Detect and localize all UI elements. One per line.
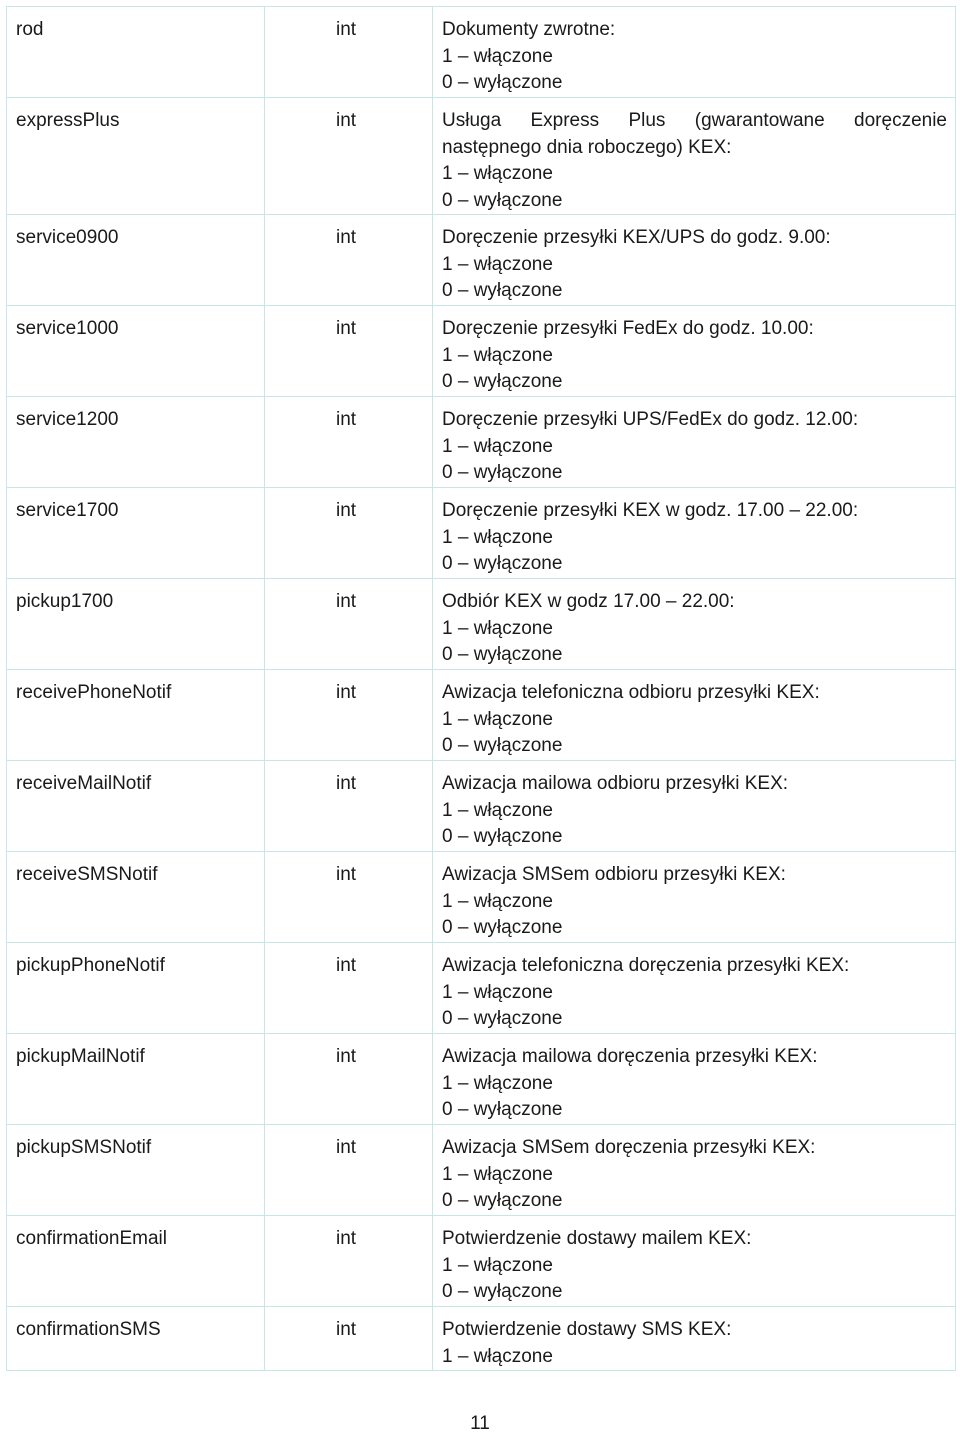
field-type-cell: int	[265, 397, 433, 488]
description-text: Awizacja SMSem odbioru przesyłki KEX:	[442, 864, 786, 885]
option-enabled: 1 – włączone	[442, 1254, 553, 1276]
option-disabled: 0 – wyłączone	[442, 462, 563, 483]
parameter-table	[6, 6, 956, 1371]
option-disabled: 0 – wyłączone	[442, 644, 563, 665]
field-type-cell: int	[265, 943, 433, 1034]
field-name-cell: receivePhoneNotif	[7, 670, 265, 761]
table-row	[7, 7, 956, 98]
field-description-cell	[433, 98, 956, 215]
field-type-cell: int	[265, 306, 433, 397]
table-row	[7, 579, 956, 670]
field-name-cell: service0900	[7, 215, 265, 306]
option-enabled: 1 – włączone	[442, 163, 553, 184]
field-description-cell	[433, 488, 956, 579]
field-description-cell	[433, 397, 956, 488]
option-enabled: 1 – włączone	[442, 1163, 553, 1185]
description-text: Doręczenie przesyłki KEX/UPS do godz. 9.00:	[442, 227, 831, 248]
option-enabled: 1 – włączone	[442, 617, 553, 639]
option-disabled: 0 – wyłączone	[442, 735, 563, 756]
description-text: Doręczenie przesyłki FedEx do godz. 10.00:	[442, 318, 814, 339]
table-row	[7, 306, 956, 397]
description-text: Potwierdzenie dostawy mailem KEX:	[442, 1228, 752, 1249]
option-disabled: 0 – wyłączone	[442, 553, 563, 574]
option-enabled: 1 – włączone	[442, 435, 553, 457]
field-type-cell: int	[265, 1034, 433, 1125]
description-text: Potwierdzenie dostawy SMS KEX:	[442, 1319, 732, 1340]
field-type-cell: int	[265, 1216, 433, 1307]
field-name-cell: expressPlus	[7, 98, 265, 215]
field-name-cell: service1700	[7, 488, 265, 579]
table-row	[7, 215, 956, 306]
field-name-cell: receiveMailNotif	[7, 761, 265, 852]
parameter-table-body	[7, 7, 956, 1371]
table-row	[7, 1034, 956, 1125]
option-disabled: 0 – wyłączone	[442, 72, 563, 93]
field-type-cell: int	[265, 761, 433, 852]
field-name-cell: confirmationEmail	[7, 1216, 265, 1307]
description-text: Awizacja SMSem doręczenia przesyłki KEX:	[442, 1137, 816, 1158]
field-description-cell	[433, 761, 956, 852]
field-type-cell: int	[265, 670, 433, 761]
description-text: Awizacja telefoniczna odbioru przesyłki KEX:	[442, 682, 820, 703]
option-enabled: 1 – włączone	[442, 1072, 553, 1094]
field-name-cell: confirmationSMS	[7, 1307, 265, 1371]
option-enabled: 1 – włączone	[442, 344, 553, 366]
table-row	[7, 1307, 956, 1371]
description-text: Doręczenie przesyłki KEX w godz. 17.00 – 22.00:	[442, 500, 859, 521]
option-enabled: 1 – włączone	[442, 708, 553, 730]
option-disabled: 0 – wyłączone	[442, 280, 563, 301]
field-name-cell: pickup1700	[7, 579, 265, 670]
option-enabled: 1 – włączone	[442, 45, 553, 67]
table-row	[7, 397, 956, 488]
table-row	[7, 761, 956, 852]
option-enabled: 1 – włączone	[442, 981, 553, 1003]
field-type-cell: int	[265, 215, 433, 306]
description-text: Dokumenty zwrotne:	[442, 19, 616, 40]
field-description-cell	[433, 215, 956, 306]
field-description-cell	[433, 7, 956, 98]
description-text: Usługa Express Plus (gwarantowane doręczenie następnego dnia roboczego) KEX:	[442, 110, 947, 158]
table-row	[7, 670, 956, 761]
description-text: Awizacja telefoniczna doręczenia przesyłki KEX:	[442, 955, 850, 976]
field-name-cell: rod	[7, 7, 265, 98]
description-text: Awizacja mailowa odbioru przesyłki KEX:	[442, 773, 789, 794]
field-name-cell: service1200	[7, 397, 265, 488]
option-enabled: 1 – włączone	[442, 1345, 553, 1367]
page-number: 11	[470, 1413, 490, 1434]
option-enabled: 1 – włączone	[442, 799, 553, 821]
option-enabled: 1 – włączone	[442, 890, 553, 912]
field-type-cell: int	[265, 1125, 433, 1216]
field-type-cell: int	[265, 579, 433, 670]
table-row	[7, 1216, 956, 1307]
option-disabled: 0 – wyłączone	[442, 1099, 563, 1120]
field-description-cell	[433, 306, 956, 397]
field-description-cell	[433, 1034, 956, 1125]
field-name-cell: pickupSMSNotif	[7, 1125, 265, 1216]
field-description-cell	[433, 943, 956, 1034]
option-disabled: 0 – wyłączone	[442, 371, 563, 392]
description-text: Doręczenie przesyłki UPS/FedEx do godz. 12.00:	[442, 409, 859, 430]
table-row	[7, 98, 956, 215]
option-disabled: 0 – wyłączone	[442, 1008, 563, 1029]
description-text: Awizacja mailowa doręczenia przesyłki KEX:	[442, 1046, 818, 1067]
description-text: Odbiór KEX w godz 17.00 – 22.00:	[442, 591, 735, 612]
field-description-cell	[433, 1216, 956, 1307]
option-disabled: 0 – wyłączone	[442, 826, 563, 847]
field-description-cell	[433, 670, 956, 761]
field-type-cell: int	[265, 7, 433, 98]
field-name-cell: pickupPhoneNotif	[7, 943, 265, 1034]
field-name-cell: pickupMailNotif	[7, 1034, 265, 1125]
table-row	[7, 488, 956, 579]
field-description-cell	[433, 852, 956, 943]
option-disabled: 0 – wyłączone	[442, 1281, 563, 1302]
option-disabled: 0 – wyłączone	[442, 189, 563, 211]
option-enabled: 1 – włączone	[442, 253, 553, 275]
option-disabled: 0 – wyłączone	[442, 1190, 563, 1211]
option-disabled: 0 – wyłączone	[442, 917, 563, 938]
field-description-cell	[433, 1307, 956, 1371]
table-row	[7, 852, 956, 943]
field-type-cell: int	[265, 98, 433, 215]
field-description-cell	[433, 1125, 956, 1216]
field-type-cell: int	[265, 852, 433, 943]
field-name-cell: receiveSMSNotif	[7, 852, 265, 943]
field-type-cell: int	[265, 488, 433, 579]
field-name-cell: service1000	[7, 306, 265, 397]
table-row	[7, 943, 956, 1034]
field-type-cell: int	[265, 1307, 433, 1371]
table-row	[7, 1125, 956, 1216]
option-enabled: 1 – włączone	[442, 526, 553, 548]
field-description-cell	[433, 579, 956, 670]
